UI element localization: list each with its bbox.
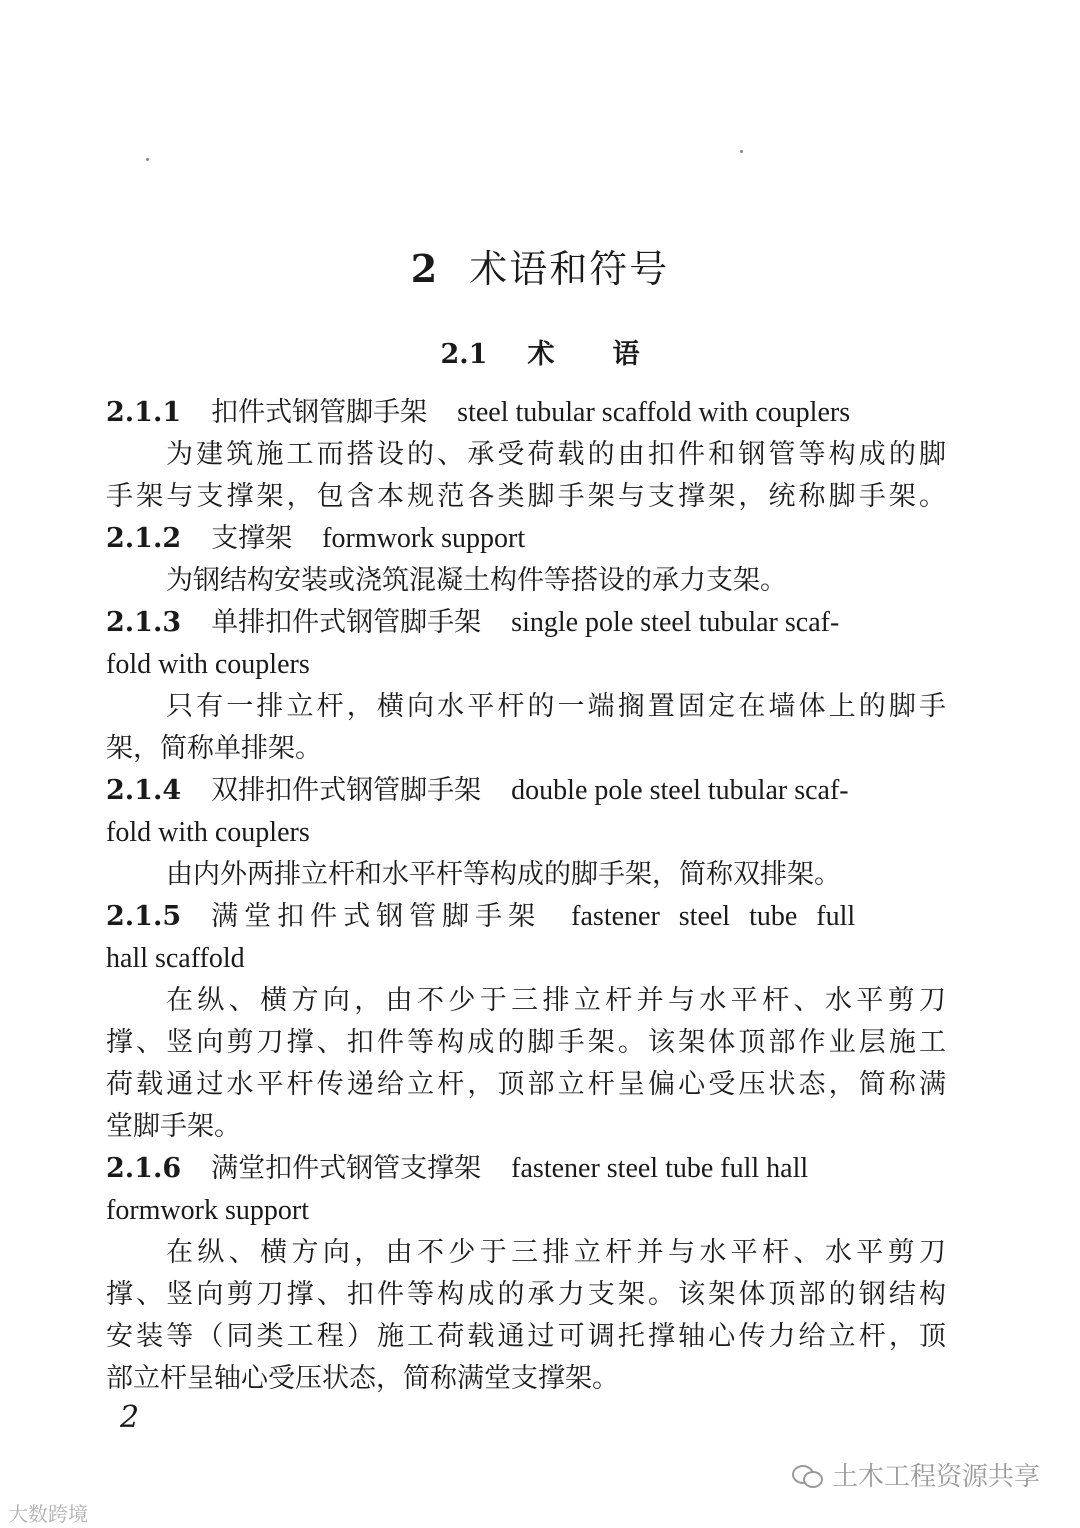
term-header <box>106 1149 946 1189</box>
definition-line: 堂脚手架。 <box>106 1111 241 1142</box>
section-number: 2.1 <box>440 339 488 370</box>
term-header <box>106 519 946 559</box>
definition-line: 撑、竖向剪刀撑、扣件等构成的承力支架。该架体顶部的钢结构 <box>106 1279 946 1310</box>
watermark-text: 土木工程资源共享 <box>831 1462 1040 1492</box>
term-chinese: 单排扣件式钢管脚手架 <box>211 607 482 638</box>
term-english: double pole steel tubular scaf- <box>511 775 849 806</box>
term-english-continued: fold with couplers <box>106 817 310 848</box>
term-english: fastener steel tube full hall <box>511 1153 809 1184</box>
term-number: 2.1.6 <box>106 1153 182 1184</box>
page-number: 2 <box>120 1400 140 1435</box>
term-number: 2.1.4 <box>106 775 182 806</box>
definition-line: 为建筑施工而搭设的、承受荷载的由扣件和钢管等构成的脚 <box>166 439 946 470</box>
definition-line: 撑、竖向剪刀撑、扣件等构成的脚手架。该架体顶部作业层施工 <box>106 1027 946 1058</box>
term-chinese: 支撑架 <box>211 523 293 554</box>
definition-line: 荷载通过水平杆传递给立杆，顶部立杆呈偏心受压状态，简称满 <box>106 1069 946 1100</box>
definition-line: 手架与支撑架，包含本规范各类脚手架与支撑架，统称脚手架。 <box>106 481 946 512</box>
definition-line: 在纵、横方向，由不少于三排立杆并与水平杆、水平剪刀 <box>166 1237 946 1268</box>
section-title-part2: 语 <box>612 339 640 370</box>
chapter-heading <box>0 238 1080 293</box>
term-english: steel tubular scaffold with couplers <box>457 397 851 428</box>
term-number: 2.1.2 <box>106 523 182 554</box>
term-number: 2.1.5 <box>106 901 182 932</box>
chapter-number: 2 <box>410 246 440 291</box>
definition-line: 为钢结构安装或浇筑混凝土构件等搭设的承力支架。 <box>166 565 787 596</box>
term-chinese: 满堂扣件式钢管脚手架 <box>211 901 542 932</box>
term-chinese: 双排扣件式钢管脚手架 <box>211 775 482 806</box>
scan-speck <box>146 158 149 161</box>
term-header <box>106 393 946 433</box>
corner-mark: 大数跨境 <box>8 1502 88 1526</box>
term-english-continued: fold with couplers <box>106 649 310 680</box>
term-chinese: 满堂扣件式钢管支撑架 <box>211 1153 482 1184</box>
term-english-continued: hall scaffold <box>106 943 245 974</box>
section-heading <box>0 332 1080 371</box>
scan-speck <box>740 150 743 153</box>
definition-line: 只有一排立杆，横向水平杆的一端搁置固定在墙体上的脚手 <box>166 691 946 722</box>
wechat-icon <box>792 1463 822 1487</box>
chapter-title: 术语和符号 <box>469 247 670 291</box>
definition-line: 在纵、横方向，由不少于三排立杆并与水平杆、水平剪刀 <box>166 985 946 1016</box>
term-english-continued: formwork support <box>106 1195 309 1226</box>
term-english: formwork support <box>322 523 526 554</box>
term-header <box>106 897 946 937</box>
definition-line: 安装等（同类工程）施工荷载通过可调托撑轴心传力给立杆，顶 <box>106 1321 946 1352</box>
term-english: fastener steel tube full <box>571 901 856 932</box>
term-number: 2.1.3 <box>106 607 182 638</box>
term-header <box>106 603 946 643</box>
term-number: 2.1.1 <box>106 397 182 428</box>
definition-line: 架，简称单排架。 <box>106 733 322 764</box>
definition-line: 部立杆呈轴心受压状态，简称满堂支撑架。 <box>106 1363 619 1394</box>
watermark <box>792 1456 1040 1493</box>
term-header <box>106 771 946 811</box>
section-title-part1: 术 <box>527 339 555 370</box>
term-english: single pole steel tubular scaf- <box>511 607 840 638</box>
term-chinese: 扣件式钢管脚手架 <box>211 397 428 428</box>
definition-line: 由内外两排立杆和水平杆等构成的脚手架，简称双排架。 <box>166 859 841 890</box>
